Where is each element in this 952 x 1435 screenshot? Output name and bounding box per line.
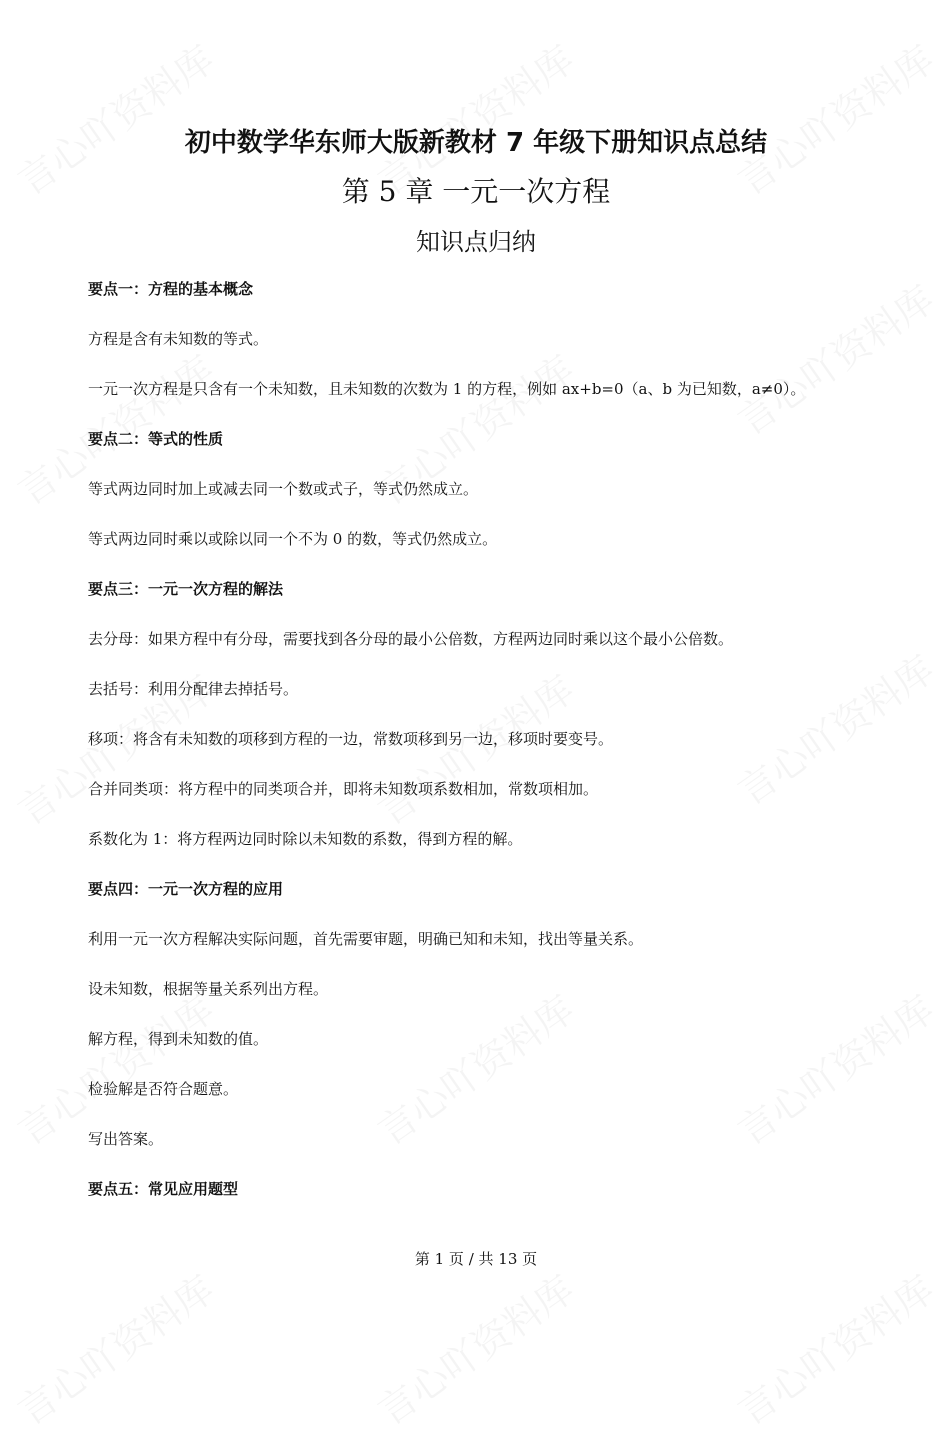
body-text: 系数化为 1：将方程两边同时除以未知数的系数，得到方程的解。 (88, 830, 523, 848)
body-text: 设未知数，根据等量关系列出方程。 (88, 980, 329, 998)
section-heading: 要点一：方程的基本概念 (88, 280, 254, 298)
body-text: 去分母：如果方程中有分母，需要找到各分母的最小公倍数，方程两边同时乘以这个最小公倍数。 (88, 630, 734, 648)
watermark-text (5, 1260, 223, 1435)
watermark-text (725, 640, 943, 816)
section-heading: 要点二：等式的性质 (88, 430, 224, 448)
document-title: 初中数学华东师大版新教材 7 年级下册知识点总结 (184, 128, 768, 158)
body-text: 方程是含有未知数的等式。 (88, 330, 269, 348)
body-text: 合并同类项：将方程中的同类项合并，即将未知数项系数相加，常数项相加。 (88, 780, 599, 798)
body-text: 解方程，得到未知数的值。 (88, 1030, 269, 1048)
body-text: 利用一元一次方程解决实际问题，首先需要审题，明确已知和未知，找出等量关系。 (88, 930, 644, 948)
body-text: 检验解是否符合题意。 (88, 1080, 239, 1098)
body-text: 等式两边同时乘以或除以同一个不为 0 的数，等式仍然成立。 (88, 530, 498, 548)
watermark-text (725, 270, 943, 446)
section-heading: 要点五：常见应用题型 (88, 1180, 239, 1198)
watermark-text (725, 980, 943, 1156)
body-text: 移项：将含有未知数的项移到方程的一边，常数项移到另一边，移项时要变号。 (88, 730, 614, 748)
body-text: 去括号：利用分配律去掉括号。 (88, 680, 299, 698)
watermark-text (365, 1260, 583, 1435)
body-text: 写出答案。 (88, 1130, 164, 1148)
section-subtitle: 知识点归纳 (416, 228, 536, 256)
body-text: 等式两边同时加上或减去同一个数或式子，等式仍然成立。 (88, 480, 479, 498)
section-heading: 要点四：一元一次方程的应用 (88, 880, 284, 898)
chapter-title: 第 5 章 一元一次方程 (341, 175, 611, 208)
watermark-text (725, 1260, 943, 1435)
section-heading: 要点三：一元一次方程的解法 (88, 580, 284, 598)
page-footer: 第 1 页 / 共 13 页 (414, 1250, 538, 1268)
body-text: 一元一次方程是只含有一个未知数，且未知数的次数为 1 的方程，例如 ax+b=0（a、b 为已知数，a≠0）。 (88, 380, 806, 398)
watermark-text (365, 980, 583, 1156)
